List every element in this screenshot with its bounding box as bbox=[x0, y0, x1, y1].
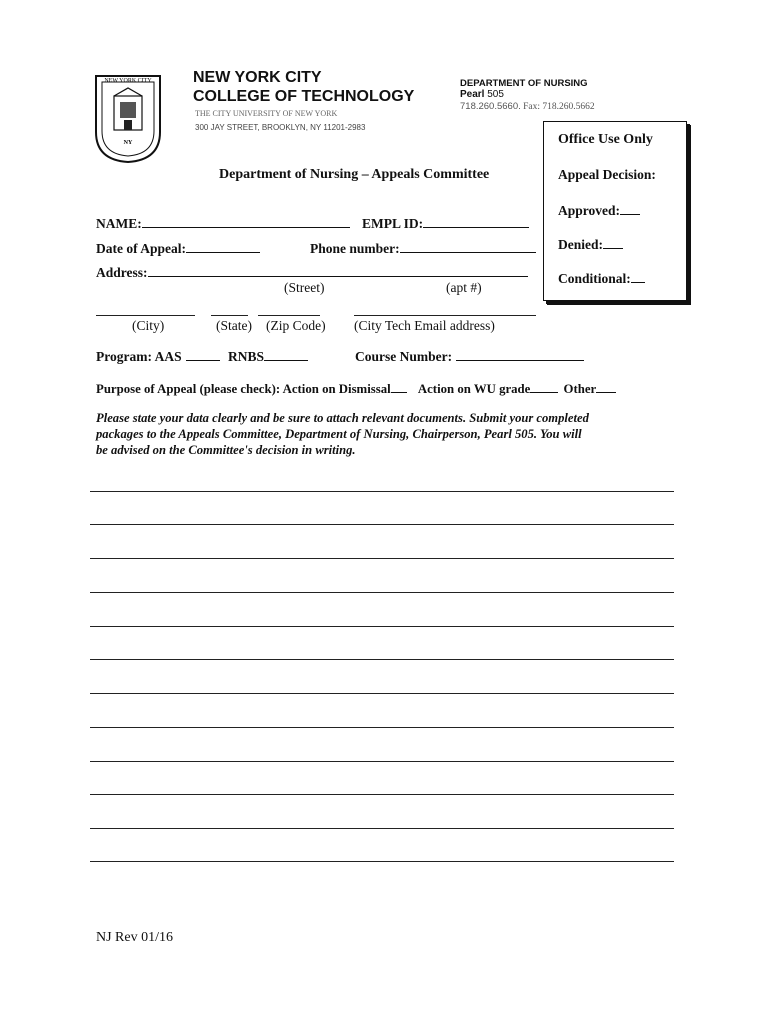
email-caption: (City Tech Email address) bbox=[354, 318, 495, 333]
form-title: Department of Nursing – Appeals Committee bbox=[219, 167, 490, 182]
apt-caption: (apt #) bbox=[446, 280, 482, 295]
city-line[interactable] bbox=[96, 315, 195, 316]
street-caption: (Street) bbox=[284, 280, 325, 295]
writing-line[interactable] bbox=[90, 524, 674, 525]
state-line[interactable] bbox=[211, 315, 248, 316]
writing-line[interactable] bbox=[90, 693, 674, 694]
college-address: 300 JAY STREET, BROOKLYN, NY 11201-2983 bbox=[195, 123, 366, 132]
writing-line[interactable] bbox=[90, 828, 674, 829]
wu-grade-label: Action on WU grade bbox=[417, 382, 531, 396]
writing-line[interactable] bbox=[90, 761, 674, 762]
writing-line[interactable] bbox=[90, 861, 674, 862]
email-line[interactable] bbox=[354, 315, 536, 316]
college-name-line2: COLLEGE OF TECHNOLOGY bbox=[193, 88, 415, 105]
other-label: Other bbox=[563, 382, 597, 396]
cuny-label: THE CITY UNIVERSITY OF NEW YORK bbox=[195, 109, 338, 118]
writing-line[interactable] bbox=[90, 794, 674, 795]
room-info: Pearl 505 bbox=[460, 89, 504, 100]
purpose-of-appeal bbox=[96, 380, 616, 397]
name-field[interactable]: NAME: bbox=[96, 215, 350, 232]
approved-field[interactable]: Approved: bbox=[558, 202, 640, 219]
program-aas-field[interactable]: Program: AAS bbox=[96, 348, 220, 365]
denied-field[interactable]: Denied: bbox=[558, 236, 623, 253]
conditional-field[interactable]: Conditional: bbox=[558, 270, 645, 287]
writing-line[interactable] bbox=[90, 727, 674, 728]
rnbs-field[interactable]: RNBS bbox=[228, 348, 308, 365]
date-of-appeal-field[interactable]: Date of Appeal: bbox=[96, 240, 260, 257]
address-field[interactable]: Address: bbox=[96, 264, 528, 281]
writing-line[interactable] bbox=[90, 592, 674, 593]
zip-line[interactable] bbox=[258, 315, 320, 316]
appeal-decision-label: Appeal Decision: bbox=[558, 167, 656, 182]
office-use-title: Office Use Only bbox=[558, 132, 653, 147]
purpose-label: Purpose of Appeal (please check): Action on Dismissal bbox=[96, 382, 391, 396]
zip-caption: (Zip Code) bbox=[266, 318, 326, 333]
svg-text:NY: NY bbox=[123, 140, 133, 146]
course-number-field[interactable]: Course Number: bbox=[355, 348, 584, 365]
svg-text:NEW YORK CITY: NEW YORK CITY bbox=[104, 78, 152, 84]
writing-line[interactable] bbox=[90, 558, 674, 559]
wu-grade-checkbox[interactable] bbox=[530, 380, 558, 393]
writing-line[interactable] bbox=[90, 659, 674, 660]
phone-number-field[interactable]: Phone number: bbox=[310, 240, 536, 257]
revision-note: NJ Rev 01/16 bbox=[96, 930, 173, 945]
department-name: DEPARTMENT OF NURSING bbox=[460, 78, 588, 89]
contact-line bbox=[460, 101, 595, 112]
instructions-line-1: Please state your data clearly and be sure to attach relevant documents. Submit your completed bbox=[96, 411, 589, 425]
state-caption: (State) bbox=[216, 318, 252, 333]
office-use-box bbox=[543, 121, 687, 301]
college-name-line1: NEW YORK CITY bbox=[193, 69, 322, 86]
writing-line[interactable] bbox=[90, 626, 674, 627]
instructions-line-2: packages to the Appeals Committee, Department of Nursing, Chairperson, Pearl 505. You will bbox=[96, 427, 582, 441]
dismissal-checkbox[interactable] bbox=[391, 380, 407, 393]
college-seal-logo bbox=[94, 74, 162, 164]
phone-number: 718.260.5660. bbox=[460, 101, 521, 112]
other-checkbox[interactable] bbox=[596, 380, 616, 393]
city-caption: (City) bbox=[132, 318, 165, 333]
fax-number: Fax: 718.260.5662 bbox=[523, 102, 595, 112]
instructions-line-3: be advised on the Committee's decision in writing. bbox=[96, 443, 356, 457]
writing-line[interactable] bbox=[90, 491, 674, 492]
empl-id-field[interactable]: EMPL ID: bbox=[362, 215, 529, 232]
